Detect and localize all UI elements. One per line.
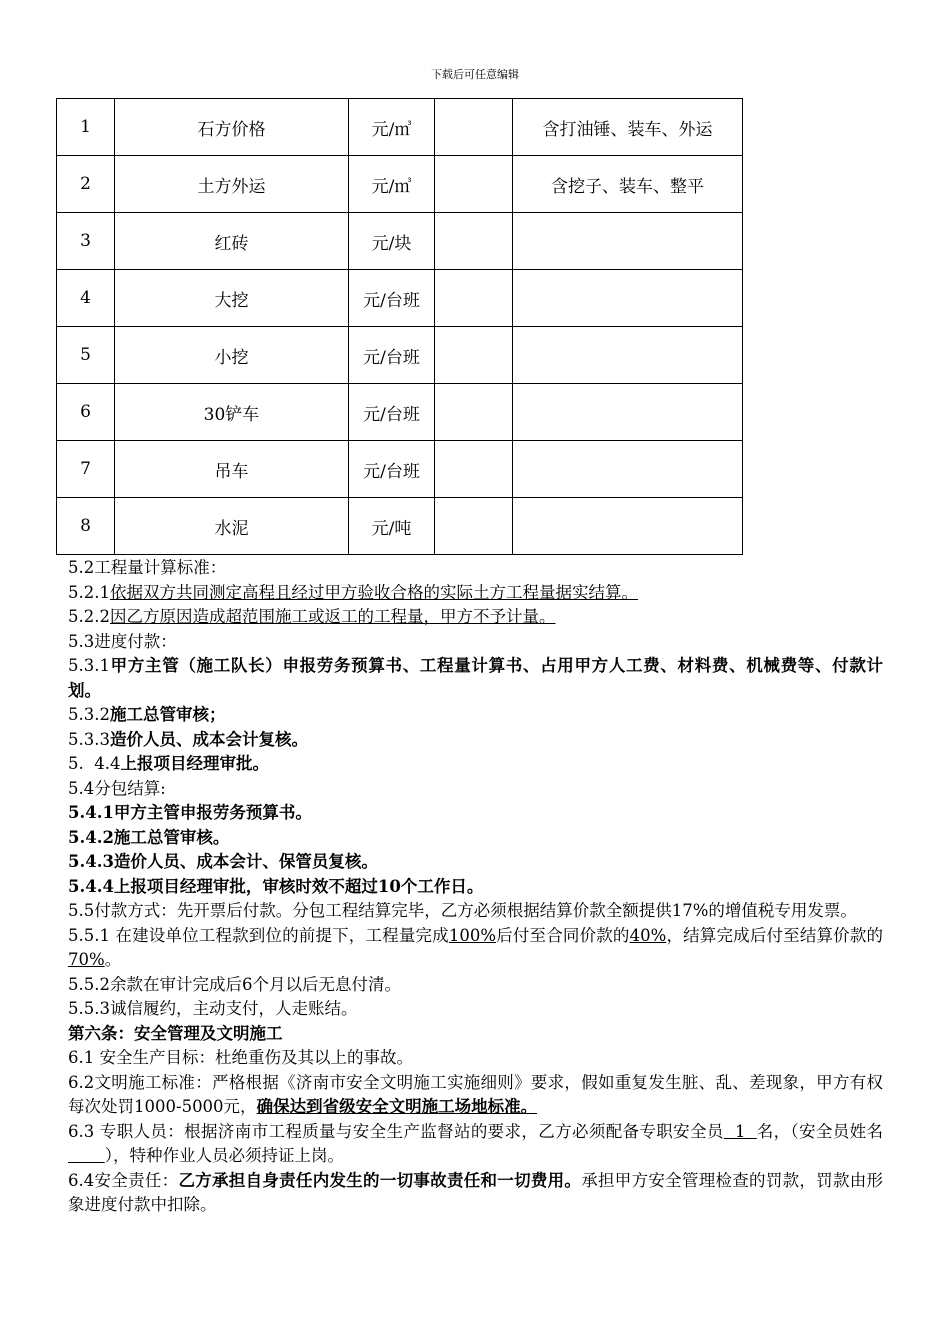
note-cell bbox=[513, 213, 743, 270]
article-6-title: 第六条：安全管理及文明施工 bbox=[68, 1023, 283, 1043]
row-number-cell: 6 bbox=[57, 384, 115, 441]
page-header: 下载后可任意编辑 bbox=[431, 68, 519, 81]
note-cell: 含打油锤、装车、外运 bbox=[513, 99, 743, 156]
price-cell bbox=[435, 270, 513, 327]
table-row bbox=[57, 99, 743, 156]
unit-cell: 元/台班 bbox=[349, 384, 435, 441]
document-body bbox=[68, 556, 883, 1218]
table-row bbox=[57, 498, 743, 555]
item-name-cell: 水泥 bbox=[115, 498, 349, 555]
price-cell bbox=[435, 498, 513, 555]
row-number-cell: 2 bbox=[57, 156, 115, 213]
note-cell: 含挖子、装车、整平 bbox=[513, 156, 743, 213]
row-number-cell: 1 bbox=[57, 99, 115, 156]
unit-cell: 元/㎥ bbox=[349, 99, 435, 156]
item-name-cell: 小挖 bbox=[115, 327, 349, 384]
price-cell bbox=[435, 327, 513, 384]
clause-5-4-4: 5.4.4上报项目经理审批，审核时效不超过10个工作日。 bbox=[68, 876, 484, 896]
clause-5-3-4: 5. 4.4上报项目经理审批。 bbox=[68, 754, 269, 773]
table-row bbox=[57, 270, 743, 327]
price-cell bbox=[435, 99, 513, 156]
item-name-cell: 30铲车 bbox=[115, 384, 349, 441]
table-row bbox=[57, 441, 743, 498]
clause-5-3-3: 5.3.3造价人员、成本会计复核。 bbox=[68, 729, 308, 749]
item-name-cell: 吊车 bbox=[115, 441, 349, 498]
item-name-cell: 石方价格 bbox=[115, 99, 349, 156]
clause-5-4-1: 5.4.1甲方主管申报劳务预算书。 bbox=[68, 803, 312, 822]
unit-cell: 元/台班 bbox=[349, 270, 435, 327]
clause-6-4: 6.4安全责任：乙方承担自身责任内发生的一切事故责任和一切费用。承担甲方安全管理检查的罚款，罚款由形象进度付款中扣除。 bbox=[68, 1170, 884, 1214]
row-number-cell: 8 bbox=[57, 498, 115, 555]
table-row bbox=[57, 327, 743, 384]
clause-5-3-2: 5.3.2施工总管审核； bbox=[68, 705, 226, 724]
row-number-cell: 4 bbox=[57, 270, 115, 327]
unit-cell: 元/块 bbox=[349, 213, 435, 270]
clause-6-2: 6.2文明施工标准：严格根据《济南市安全文明施工实施细则》要求，假如重复发生脏、乱、差现象，甲方有权每次处罚1000-5000元，确保达到省级安全文明施工场地标准。 bbox=[68, 1072, 883, 1116]
clause-5-4-2: 5.4.2施工总管审核。 bbox=[68, 827, 230, 847]
clause-5-5-2: 5.5.2余款在审计完成后6个月以后无息付清。 bbox=[68, 974, 401, 994]
row-number-cell: 3 bbox=[57, 213, 115, 270]
clause-5-3-1: 5.3.1甲方主管（施工队长）申报劳务预算书、工程量计算书、占用甲方人工费、材料费、机械费等、付款计划。 bbox=[68, 656, 883, 700]
item-name-cell: 土方外运 bbox=[115, 156, 349, 213]
section-5-4: 5.4分包结算: bbox=[68, 778, 166, 798]
clause-6-3: 6.3 专职人员：根据济南市工程质量与安全生产监督站的要求，乙方必须配备专职安全员 1 名，（安全员姓名 ），特种作业人员必须持证上岗。 bbox=[68, 1121, 883, 1165]
table-row bbox=[57, 384, 743, 441]
price-cell bbox=[435, 384, 513, 441]
unit-cell: 元/台班 bbox=[349, 441, 435, 498]
unit-cell: 元/㎥ bbox=[349, 156, 435, 213]
clause-5-4-3: 5.4.3造价人员、成本会计、保管员复核。 bbox=[68, 852, 378, 871]
row-number-cell: 7 bbox=[57, 441, 115, 498]
price-cell bbox=[435, 213, 513, 270]
price-cell bbox=[435, 441, 513, 498]
row-number-cell: 5 bbox=[57, 327, 115, 384]
section-5-2: 5.2工程量计算标准： bbox=[68, 558, 227, 577]
item-name-cell: 大挖 bbox=[115, 270, 349, 327]
price-cell bbox=[435, 156, 513, 213]
clause-5-2-2: 5.2.2因乙方原因造成超范围施工或返工的工程量，甲方不予计量。 bbox=[68, 607, 556, 626]
table-row bbox=[57, 156, 743, 213]
section-5-5: 5.5付款方式：先开票后付款。分包工程结算完毕，乙方必须根据结算价款全额提供17%的增值税专用发票。 bbox=[68, 901, 857, 920]
unit-cell: 元/台班 bbox=[349, 327, 435, 384]
table-row bbox=[57, 213, 743, 270]
clause-5-2-1: 5.2.1依据双方共同测定高程且经过甲方验收合格的实际土方工程量据实结算。 bbox=[68, 582, 638, 602]
note-cell bbox=[513, 327, 743, 384]
note-cell bbox=[513, 498, 743, 555]
clause-6-1: 6.1 安全生产目标：杜绝重伤及其以上的事故。 bbox=[68, 1048, 413, 1067]
price-table bbox=[56, 98, 743, 555]
section-5-3: 5.3进度付款： bbox=[68, 631, 177, 651]
note-cell bbox=[513, 270, 743, 327]
unit-cell: 元/吨 bbox=[349, 498, 435, 555]
item-name-cell: 红砖 bbox=[115, 213, 349, 270]
note-cell bbox=[513, 384, 743, 441]
clause-5-5-3: 5.5.3诚信履约，主动支付，人走账结。 bbox=[68, 999, 358, 1018]
note-cell bbox=[513, 441, 743, 498]
clause-5-5-1: 5.5.1 在建设单位工程款到位的前提下，工程量完成100%后付至合同价款的40%，结算完成后付至结算价款的70%。 bbox=[68, 925, 884, 969]
